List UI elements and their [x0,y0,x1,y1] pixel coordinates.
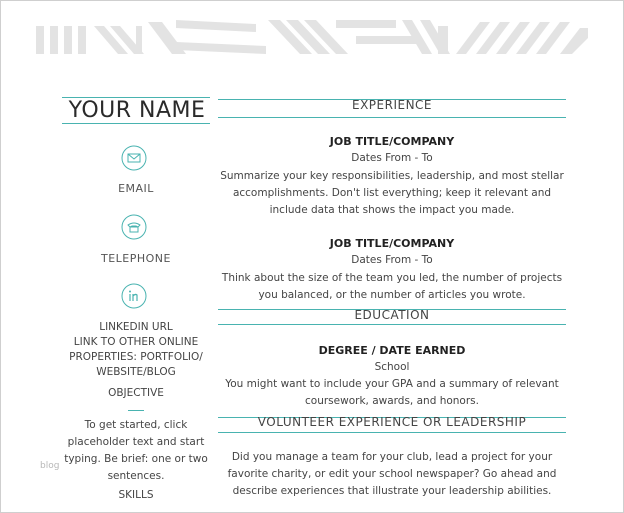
school-name[interactable]: School [374,361,410,373]
job-1-line-3[interactable]: include data that shows the impact you made. [269,204,515,216]
job-1-dates[interactable]: Dates From - To [351,152,433,164]
linkedin-line-2[interactable]: LINK TO OTHER ONLINE [73,336,199,348]
envelope-icon [121,145,147,171]
objective-line-4[interactable]: sentences. [107,470,165,482]
watermark: blog [40,461,60,471]
volunteer-line-1[interactable]: Did you manage a team for your club, lead a project for your [231,451,553,463]
job-2-line-2[interactable]: you balanced, or the number of articles you wrote. [258,289,526,301]
job-1-line-2[interactable]: accomplishments. Don't list everything; keep it relevant and [232,187,552,199]
candidate-name[interactable]: YOUR NAME [68,98,206,123]
objective-heading: OBJECTIVE [108,387,164,399]
linkedin-icon [121,283,147,309]
education-line-1[interactable]: You might want to include your GPA and a summary of relevant [225,378,559,390]
email-label[interactable]: EMAIL [118,182,154,195]
linkedin-line-4[interactable]: WEBSITE/BLOG [96,366,176,378]
objective-line-3[interactable]: typing. Be brief: one or two [64,453,208,465]
experience-rule-bottom [218,117,566,118]
linkedin-line-3[interactable]: PROPERTIES: PORTFOLIO/ [69,351,203,363]
objective-rule [128,410,144,411]
job-1-line-1[interactable]: Summarize your key responsibilities, leadership, and most stellar [220,170,564,182]
linkedin-line-1[interactable]: LINKEDIN URL [99,321,173,333]
job-2-dates[interactable]: Dates From - To [351,254,433,266]
volunteer-line-2[interactable]: favorite charity, or edit your school newspaper? Go ahead and [227,468,557,480]
volunteer-line-3[interactable]: describe experiences that illustrate your leadership abilities. [232,485,552,497]
name-rule-bottom [62,123,210,124]
phone-icon [121,214,147,240]
experience-heading: EXPERIENCE [351,98,433,112]
skills-heading: SKILLS [118,489,154,501]
volunteer-heading: VOLUNTEER EXPERIENCE OR LEADERSHIP [257,415,527,429]
job-1-title[interactable]: JOB TITLE/COMPANY [329,135,455,148]
education-line-2[interactable]: coursework, awards, and honors. [305,395,479,407]
job-2-title[interactable]: JOB TITLE/COMPANY [329,237,455,250]
education-heading: EDUCATION [354,308,430,322]
name-rule-top [62,97,210,98]
telephone-label[interactable]: TELEPHONE [101,252,171,265]
degree-title[interactable]: DEGREE / DATE EARNED [318,344,466,357]
job-2-line-1[interactable]: Think about the size of the team you led, the number of projects [221,272,563,284]
objective-line-2[interactable]: placeholder text and start [67,436,205,448]
volunteer-rule-bottom [218,432,566,433]
decorative-banner [36,18,588,58]
objective-line-1[interactable]: To get started, click [84,419,188,431]
education-rule-bottom [218,324,566,325]
